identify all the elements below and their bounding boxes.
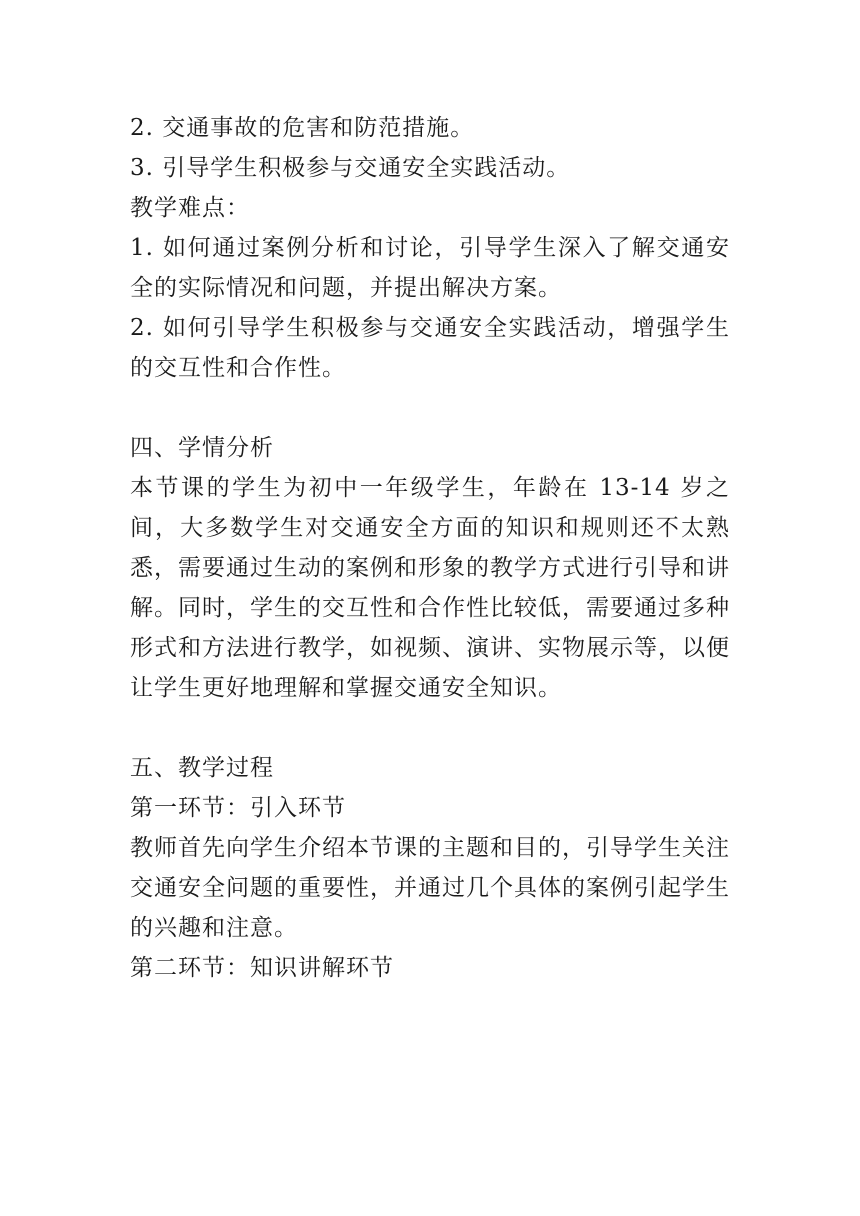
section-4-body: 本节课的学生为初中一年级学生，年龄在 13-14 岁之间，大多数学生对交通安全方面的知识和规则还不太熟悉，需要通过生动的案例和形象的教学方式进行引导和讲解。同时，学生的交互性和合作性比较低，需要通过多种形式和方法进行教学，如视频、演讲、实物展示等，以便让学生更好地理解和掌握交通安全知识。 (130, 475, 730, 701)
difficulty-item-2: 2. 如何引导学生积极参与交通安全实践活动，增强学生的交互性和合作性。 (130, 315, 730, 381)
difficulty-heading: 教学难点： (130, 195, 250, 221)
step-1-title: 第一环节：引入环节 (130, 795, 346, 821)
section-spacer (130, 708, 730, 748)
difficulty-item-1: 1. 如何通过案例分析和讨论，引导学生深入了解交通安全的实际情况和问题，并提出解决方案。 (130, 235, 730, 301)
section-4-heading: 四、学情分析 (130, 435, 274, 461)
focus-item-3: 3. 引导学生积极参与交通安全实践活动。 (130, 155, 571, 181)
document-body (130, 108, 730, 988)
section-spacer (130, 388, 730, 428)
step-1-body: 教师首先向学生介绍本节课的主题和目的，引导学生关注交通安全问题的重要性，并通过几个具体的案例引起学生的兴趣和注意。 (130, 835, 730, 941)
section-5-heading: 五、教学过程 (130, 755, 274, 781)
step-2-title: 第二环节：知识讲解环节 (130, 955, 394, 981)
focus-item-2: 2. 交通事故的危害和防范措施。 (130, 115, 475, 141)
